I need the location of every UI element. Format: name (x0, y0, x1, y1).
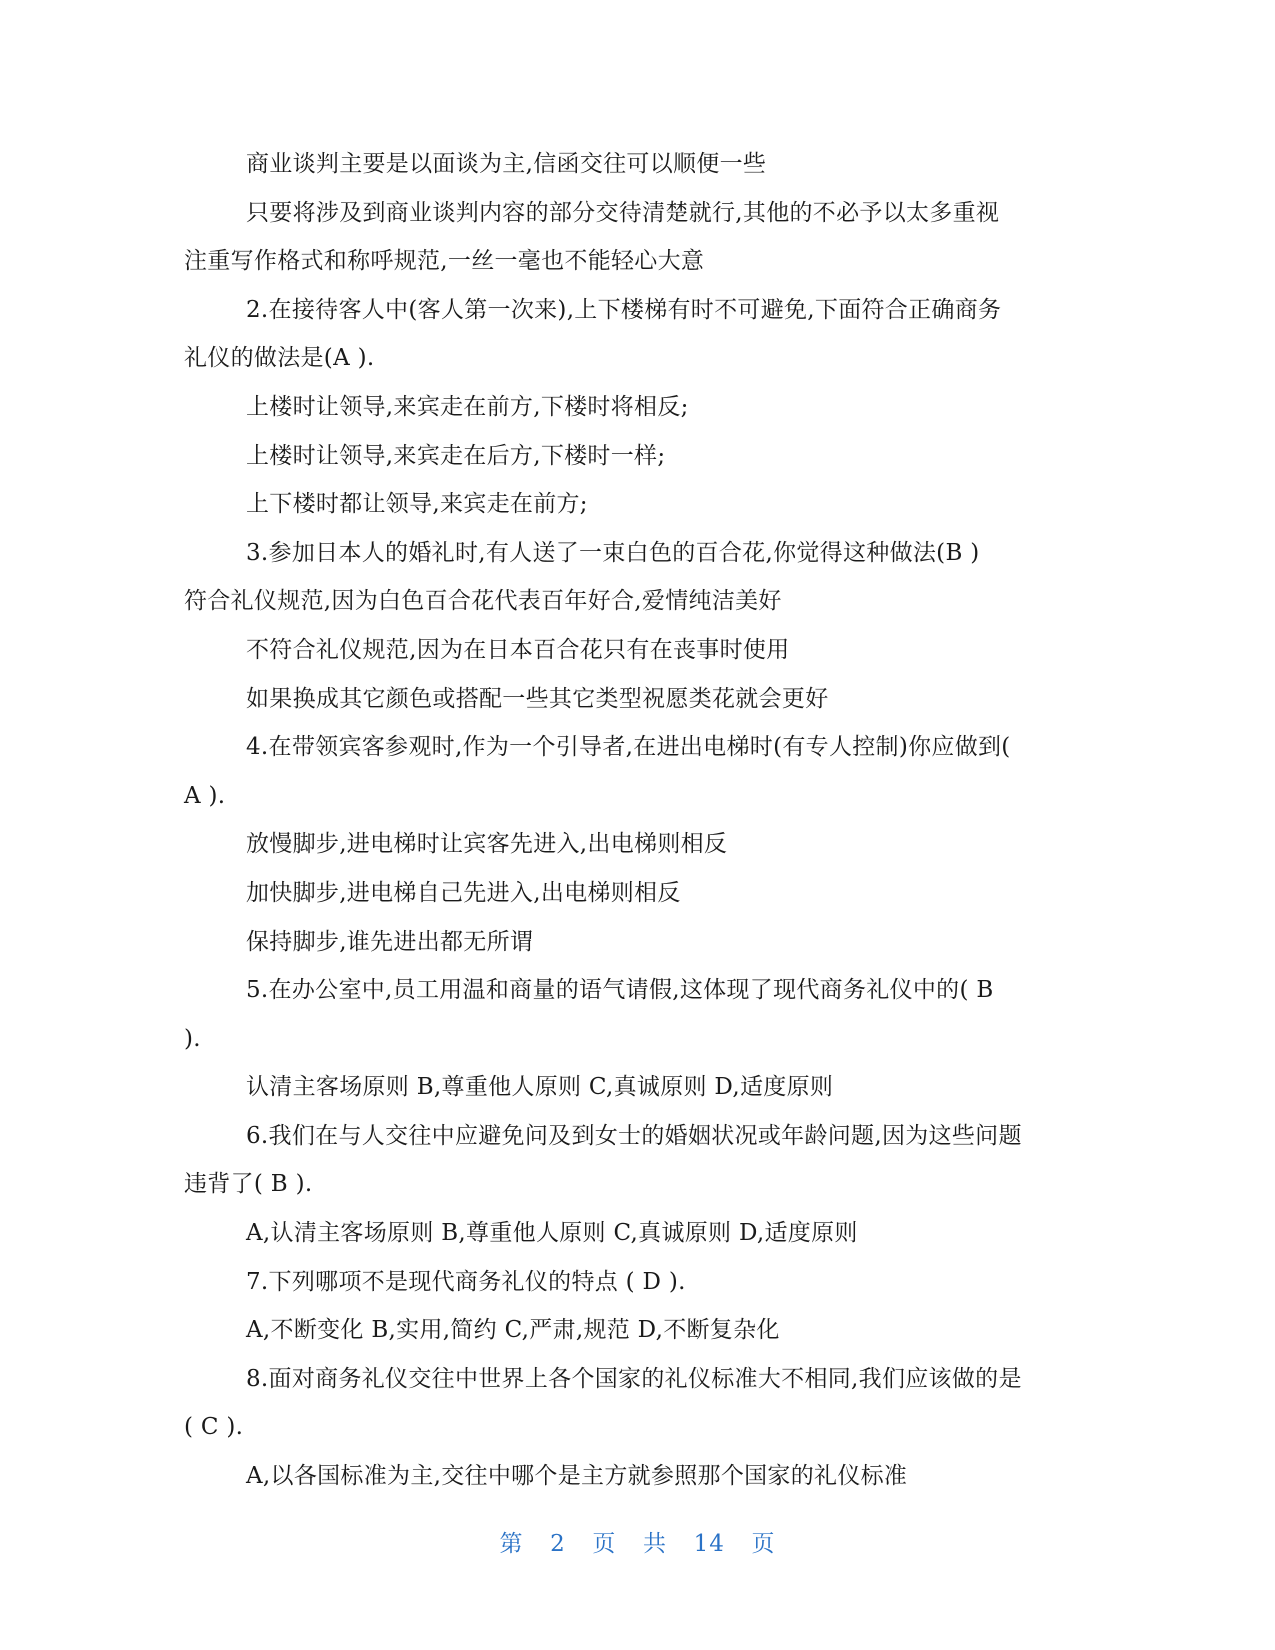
text-line: 礼仪的做法是(A ). (184, 345, 375, 372)
footer-prefix: 第 (499, 1531, 524, 1557)
text-line: 3.参加日本人的婚礼时,有人送了一束白色的百合花,你觉得这种做法(B ) (246, 539, 980, 566)
footer-total-word: 共 (642, 1531, 667, 1557)
text-line: A,认清主客场原则 B,尊重他人原则 C,真诚原则 D,适度原则 (246, 1220, 858, 1247)
text-line: 上下楼时都让领导,来宾走在前方; (246, 491, 588, 518)
document-body (184, 140, 1084, 1501)
text-line: 8.面对商务礼仪交往中世界上各个国家的礼仪标准大不相同,我们应该做的是 (246, 1365, 1022, 1392)
text-line: 6.我们在与人交往中应避免问及到女士的婚姻状况或年龄问题,因为这些问题 (246, 1122, 1022, 1149)
text-line: 认清主客场原则 B,尊重他人原则 C,真诚原则 D,适度原则 (246, 1074, 834, 1101)
footer-page-word: 页 (592, 1531, 617, 1557)
text-line: 4.在带领宾客参观时,作为一个引导者,在进出电梯时(有专人控制)你应做到( (246, 734, 1011, 761)
text-line: 注重写作格式和称呼规范,一丝一毫也不能轻心大意 (184, 248, 705, 275)
text-line: 上楼时让领导,来宾走在前方,下楼时将相反; (246, 393, 689, 420)
page-footer (0, 1525, 1275, 1558)
text-line: 违背了( B ). (184, 1171, 313, 1198)
text-line: A,不断变化 B,实用,简约 C,严肃,规范 D,不断复杂化 (246, 1317, 780, 1344)
text-line: 保持脚步,谁先进出都无所谓 (246, 928, 534, 955)
text-line: A,以各国标准为主,交往中哪个是主方就参照那个国家的礼仪标准 (246, 1463, 908, 1490)
footer-suffix: 页 (751, 1531, 776, 1557)
text-line: 放慢脚步,进电梯时让宾客先进入,出电梯则相反 (246, 831, 728, 858)
text-line: 如果换成其它颜色或搭配一些其它类型祝愿类花就会更好 (246, 685, 829, 712)
text-line: 2.在接待客人中(客人第一次来),上下楼梯有时不可避免,下面符合正确商务 (246, 296, 1002, 323)
text-line: ( C ). (184, 1414, 244, 1441)
text-line: 只要将涉及到商业谈判内容的部分交待清楚就行,其他的不必予以太多重视 (246, 199, 1000, 226)
text-line: 不符合礼仪规范,因为在日本百合花只有在丧事时使用 (246, 636, 790, 663)
text-line: 加快脚步,进电梯自己先进入,出电梯则相反 (246, 879, 681, 906)
footer-total-pages: 14 (693, 1531, 725, 1557)
text-line: 7.下列哪项不是现代商务礼仪的特点 ( D ). (246, 1268, 686, 1295)
text-line: A ). (184, 782, 226, 809)
text-line: 5.在办公室中,员工用温和商量的语气请假,这体现了现代商务礼仪中的( B (246, 977, 994, 1004)
footer-current-page: 2 (550, 1531, 566, 1557)
text-line: 商业谈判主要是以面谈为主,信函交往可以顺便一些 (246, 151, 767, 177)
text-line: 上楼时让领导,来宾走在后方,下楼时一样; (246, 442, 666, 469)
text-line: ). (184, 1025, 201, 1052)
text-line: 符合礼仪规范,因为白色百合花代表百年好合,爱情纯洁美好 (184, 588, 782, 615)
